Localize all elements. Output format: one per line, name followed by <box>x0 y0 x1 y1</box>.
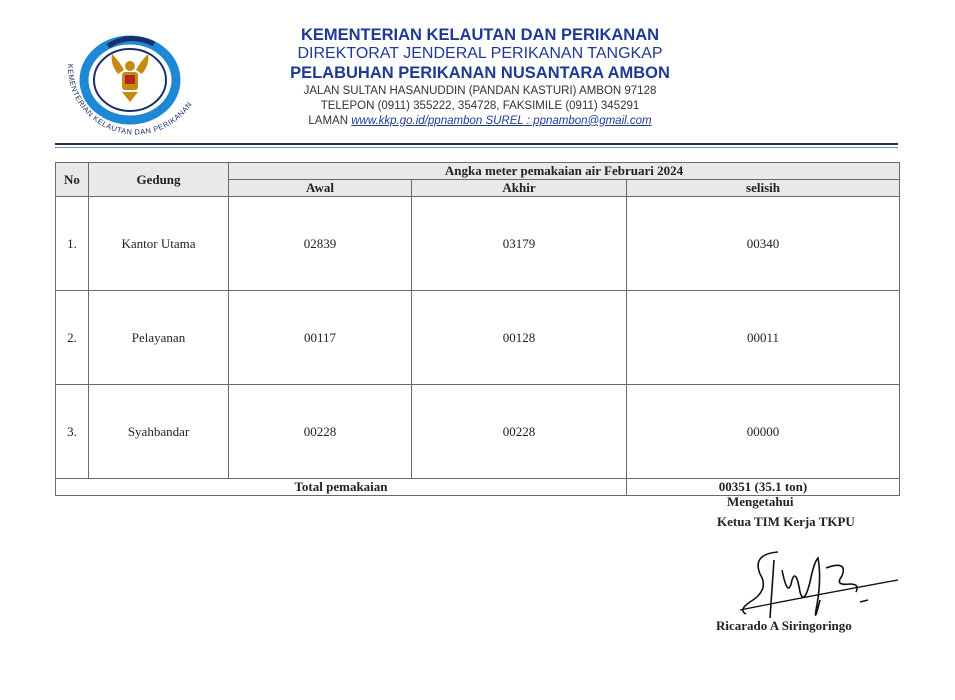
web-link[interactable]: www.kkp.go.id/ppnambon SUREL : ppnambon@gmail.com <box>351 114 652 127</box>
handwritten-signature <box>730 540 900 630</box>
header-no: No <box>56 163 89 197</box>
signer-name: Ricarado A Siringoringo <box>716 618 852 633</box>
header-group: Angka meter pemakaian air Februari 2024 <box>229 163 900 180</box>
header-end: Akhir <box>412 180 627 197</box>
header-building: Gedung <box>89 163 229 197</box>
row-building: Pelayanan <box>89 291 229 385</box>
port-name: PELABUHAN PERIKANAN NUSANTARA AMBON <box>290 64 670 83</box>
table-row <box>56 291 900 385</box>
row-diff: 00011 <box>627 291 900 385</box>
row-end: 00228 <box>412 385 627 479</box>
total-label: Total pemakaian <box>56 479 627 496</box>
row-building: Syahbandar <box>89 385 229 479</box>
table-row <box>56 197 900 291</box>
phone-line: TELEPON (0911) 355222, 354728, FAKSIMILE (0911) 345291 <box>320 99 640 112</box>
row-end: 03179 <box>412 197 627 291</box>
web-label: LAMAN <box>308 114 348 127</box>
table-row <box>56 385 900 479</box>
letterhead <box>240 26 720 129</box>
directorate-name: DIREKTORAT JENDERAL PERIKANAN TANGKAP <box>297 45 663 63</box>
web-line <box>240 114 720 129</box>
header-diff: selisih <box>627 180 900 197</box>
header-divider <box>55 143 898 145</box>
row-no: 3. <box>56 385 89 479</box>
row-diff: 00000 <box>627 385 900 479</box>
row-diff: 00340 <box>627 197 900 291</box>
row-no: 2. <box>56 291 89 385</box>
water-meter-table <box>55 162 900 496</box>
total-row <box>56 479 900 496</box>
row-end: 00128 <box>412 291 627 385</box>
header-start: Awal <box>229 180 412 197</box>
total-value: 00351 (35.1 ton) <box>627 479 900 496</box>
row-start: 02839 <box>229 197 412 291</box>
header-divider-thin <box>55 147 898 148</box>
row-start: 00117 <box>229 291 412 385</box>
signer-role: Ketua TIM Kerja TKPU <box>717 514 855 529</box>
ministry-name: KEMENTERIAN KELAUTAN DAN PERIKANAN <box>300 26 660 44</box>
address-line: JALAN SULTAN HASANUDDIN (PANDAN KASTURI) AMBON 97128 <box>303 84 657 97</box>
ministry-logo <box>58 24 208 144</box>
logo-ring-text: KEMENTERIAN KELAUTAN DAN PERIKANAN <box>65 63 194 137</box>
acknowledged-label: Mengetahui <box>727 494 794 509</box>
row-building: Kantor Utama <box>89 197 229 291</box>
row-no: 1. <box>56 197 89 291</box>
row-start: 00228 <box>229 385 412 479</box>
